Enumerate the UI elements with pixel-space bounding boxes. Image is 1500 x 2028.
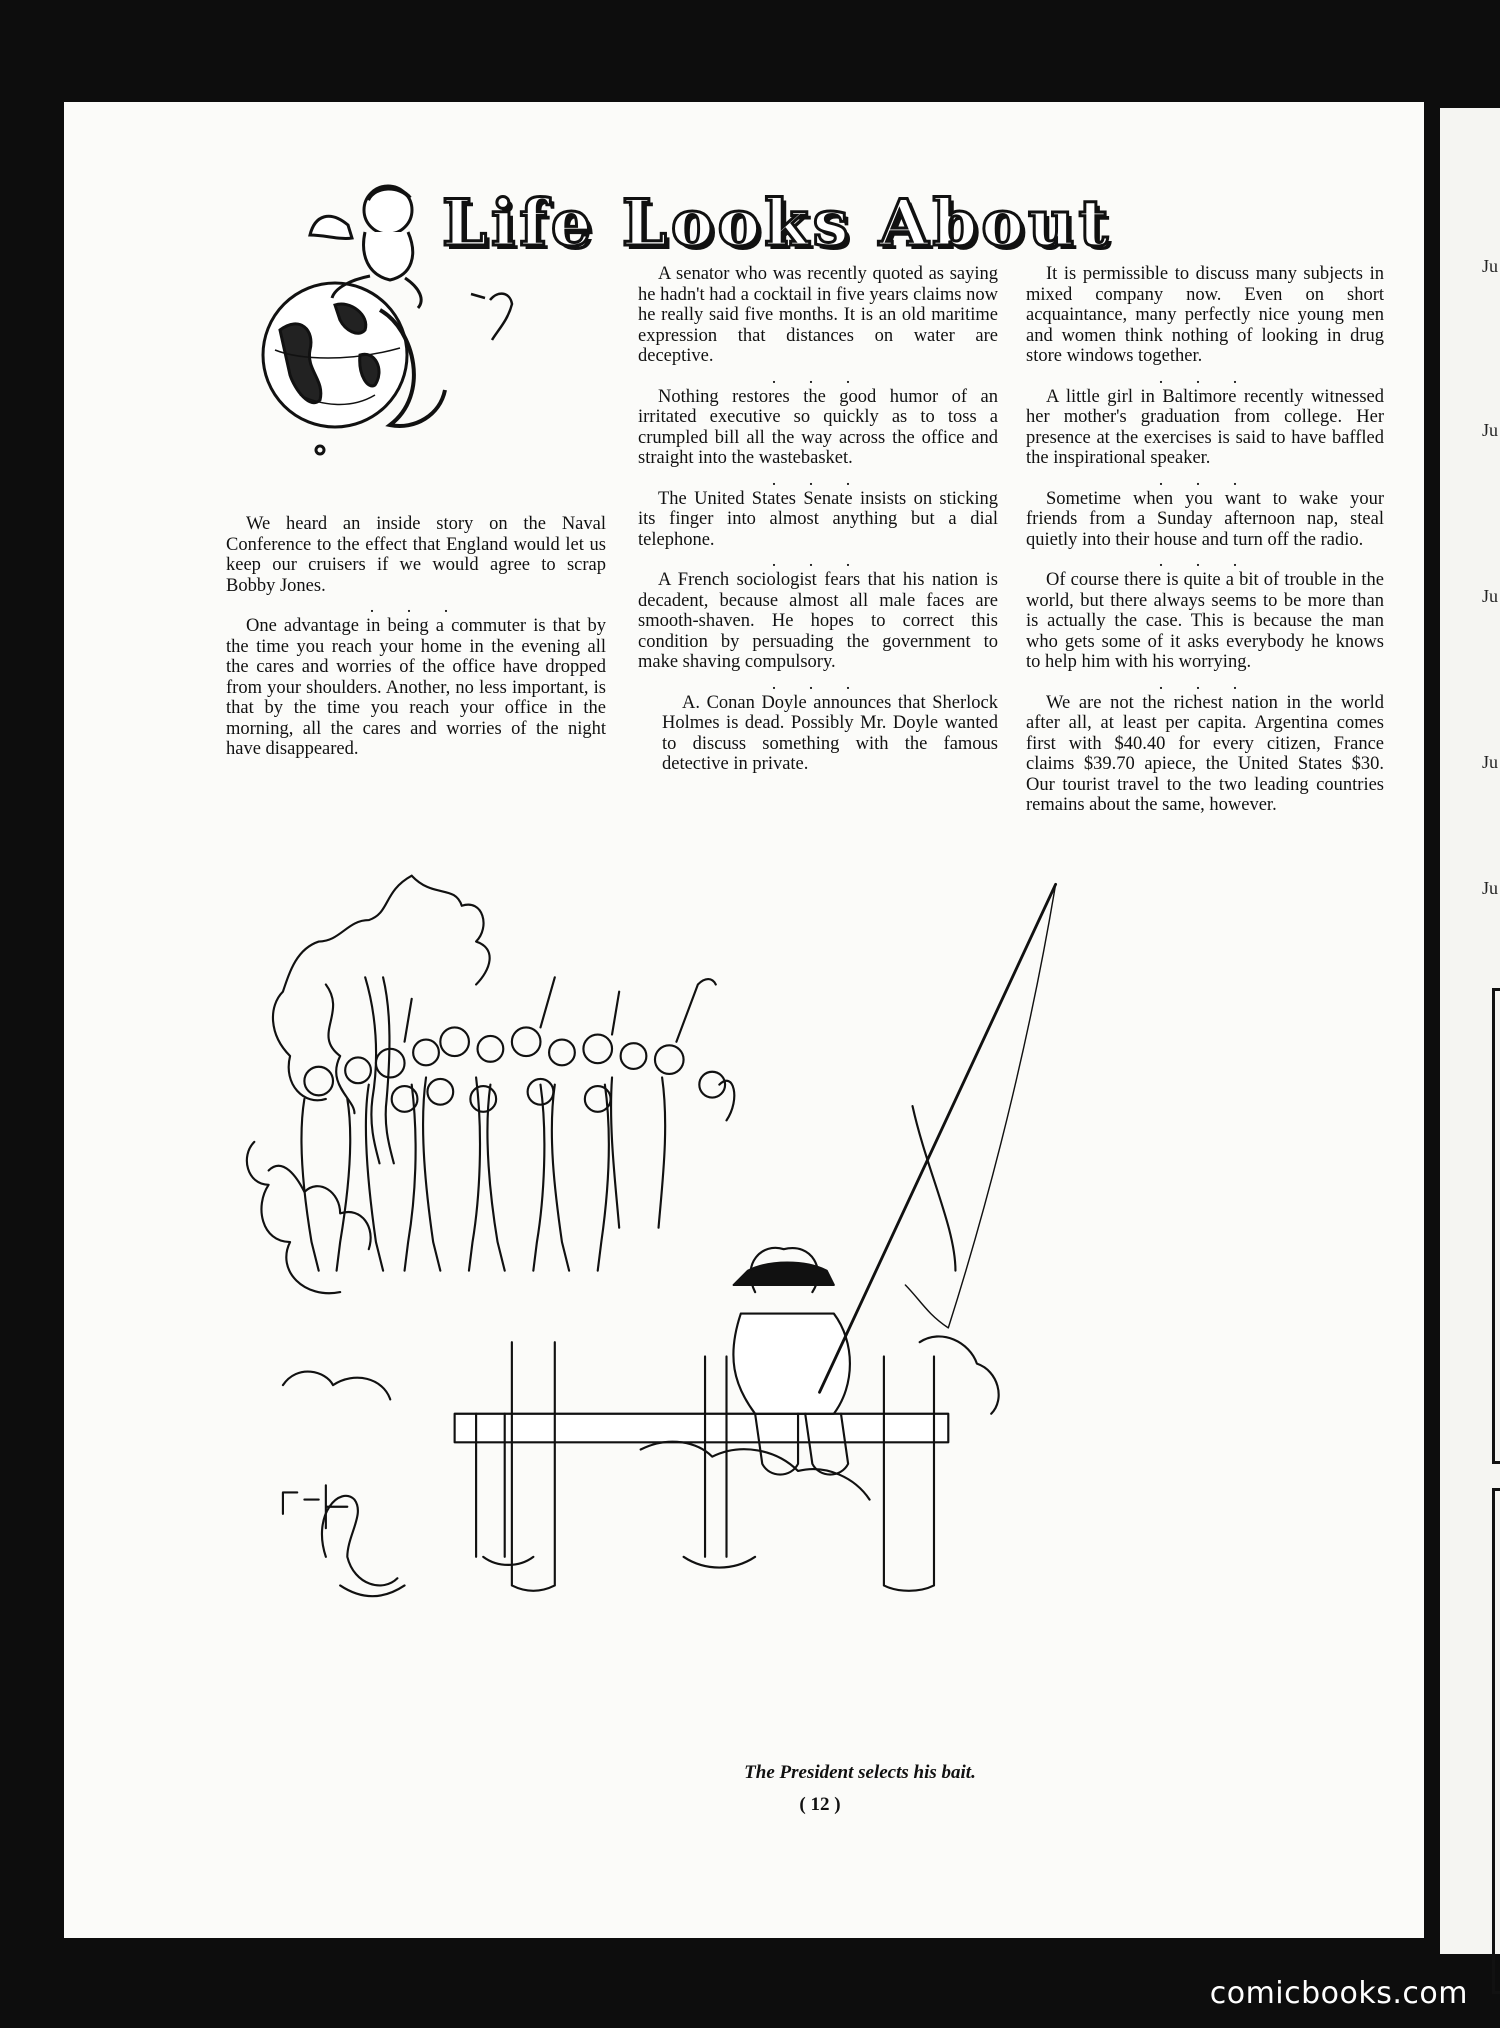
edge-mark: Ju bbox=[1482, 752, 1499, 772]
separator: . . . bbox=[771, 550, 865, 570]
edge-mark: Ju bbox=[1482, 586, 1499, 606]
edge-mark: Ju bbox=[1482, 256, 1499, 276]
edge-frame bbox=[1492, 988, 1500, 1464]
separator: . . . bbox=[1158, 550, 1252, 570]
paragraph: A. Conan Doyle announces that Sherlock Holmes is dead. Possibly Mr. Doyle wanted to discuss something with the famous detective in private. bbox=[662, 692, 998, 774]
page-number: ( 12 ) bbox=[799, 1794, 841, 1815]
paragraph: One advantage in being a commuter is that by the time you reach your home in the evening all the cares and worries of the office have dropped from your shoulders. Another, no less important, is that by the time you reach your office in the morning, all the cares and worries of the night have disappeared. bbox=[226, 616, 606, 759]
paragraph: Nothing restores the good humor of an irritated executive so quickly as to toss a crumpled bill all the way across the office and straight into the wastebasket. bbox=[638, 386, 998, 468]
illustration-caption: The President selects his bait. bbox=[744, 1762, 976, 1783]
separator: . . . bbox=[1158, 468, 1252, 489]
adjacent-page-edge bbox=[1440, 108, 1500, 1954]
separator: . . . bbox=[369, 596, 463, 616]
paragraph: A little girl in Baltimore recently witnessed her mother's graduation from college. Her presence at the exercises is said to have baffled the inspirational speaker. bbox=[1026, 386, 1384, 468]
paragraph: Of course there is quite a bit of trouble in the world, but there always seems to be more than is actually the case. This is because the man who gets some of it asks everybody he knows to help him with his worrying. bbox=[1026, 570, 1384, 672]
paragraph: The United States Senate insists on sticking its finger into almost anything but a dial telephone. bbox=[638, 488, 998, 550]
edge-mark: Ju bbox=[1482, 420, 1499, 440]
separator: . . . bbox=[1158, 672, 1252, 693]
separator: . . . bbox=[771, 672, 865, 693]
watermark: comicbooks.com bbox=[1209, 1976, 1468, 2011]
page-title: Life Looks About bbox=[442, 186, 1113, 261]
separator: . . . bbox=[771, 468, 865, 489]
edge-mark: Ju bbox=[1482, 878, 1499, 898]
text-column-right bbox=[1026, 264, 1384, 816]
paragraph: We heard an inside story on the Naval Conference to the effect that England would let us keep our cruisers if we would agree to scrap Bobby Jones. bbox=[226, 514, 606, 596]
paragraph: A French sociologist fears that his nation is decadent, because almost all male faces are smooth-shaven. He hopes to correct this condition by persuading the government to make shaving compulsory. bbox=[638, 570, 998, 672]
text-column-left bbox=[226, 514, 606, 760]
text-column-middle bbox=[638, 264, 998, 775]
edge-frame bbox=[1492, 1488, 1500, 1994]
separator: . . . bbox=[1158, 366, 1252, 387]
separator: . . . bbox=[771, 366, 865, 387]
paragraph: Sometime when you want to wake your friends from a Sunday afternoon nap, steal quietly into their house and turn off the radio. bbox=[1026, 488, 1384, 550]
paragraph: It is permissible to discuss many subjects in mixed company now. Even on short acquaintance, many perfectly nice young men and women think nothing of looking in drug store windows together. bbox=[1026, 264, 1384, 366]
paragraph: We are not the richest nation in the world after all, at least per capita. Argentina comes first with $40.40 for every citizen, France claims $39.70 apiece, the United States $30. Our tourist travel to the two leading countries remains about the same, however. bbox=[1026, 692, 1384, 815]
paragraph: A senator who was recently quoted as saying he hadn't had a cocktail in five years claims now he really said five months. It is an old maritime expression that distances on water are deceptive. bbox=[638, 264, 998, 366]
cartoon-illustration bbox=[240, 870, 1370, 1750]
